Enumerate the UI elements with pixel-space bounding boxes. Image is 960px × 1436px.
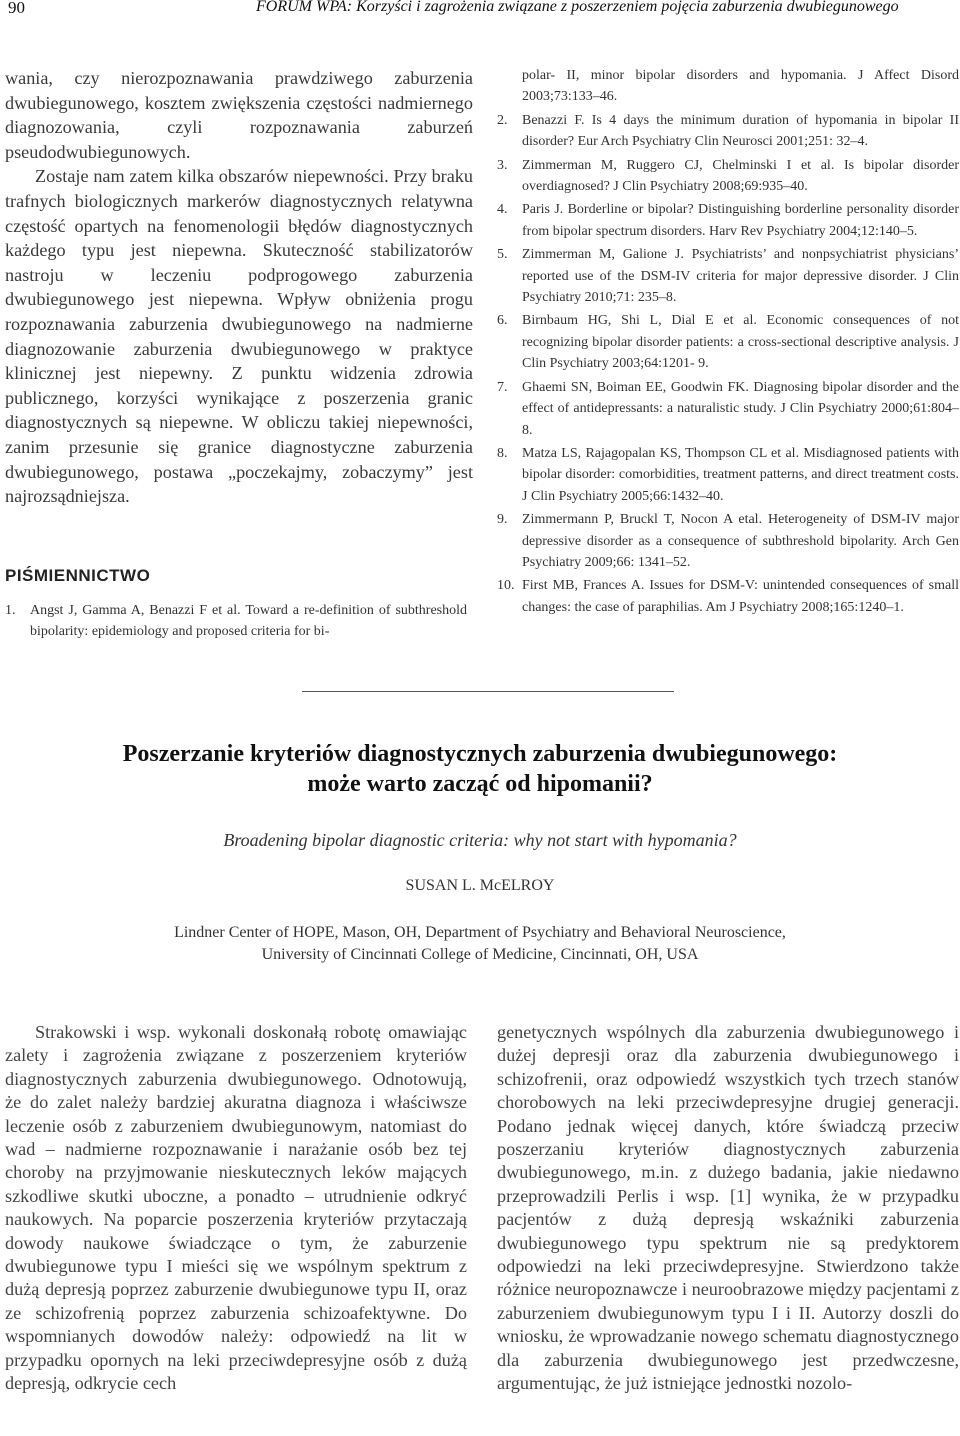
reference-text: Matza LS, Rajagopalan KS, Thompson CL et al. Misdiagnosed patients with bipolar disorder: comorbidities, treatment patterns, and direct treatment costs. J Clin Psychiatry 2005;66:1432–40. [522,445,959,504]
page-number: 90 [8,0,25,17]
reference-item [497,443,959,507]
reference-item [497,199,959,242]
affiliation-line: University of Cincinnati College of Medicine, Cincinnati, OH, USA [261,946,699,963]
reference-number: 1. [5,603,16,618]
author-affiliation [20,922,940,966]
article-subtitle: Broadening bipolar diagnostic criteria: why not start with hypomania? [223,830,737,850]
reference-text: Zimmerman M, Galione J. Psychiatrists’ and nonpsychiatrist physicians’ reported use of the DSM-IV criteria for major depressive disorder. J Clin Psychiatry 2010;71: 235–8. [522,247,959,306]
reference-number: 5. [497,247,508,263]
commentary-left-column [5,66,473,509]
article-title-line: Poszerzanie kryteriów diagnostycznych zaburzenia dwubiegunowego: [122,741,838,767]
article-body-paragraph: Strakowski i wsp. wykonali doskonałą robotę omawiając zalety i zagrożenia związane z poszerzeniem kryteriów diagnostycznych zaburzenia dwubiegunowego. Odnotowują, że do zalet należy bardziej akuratna diagnoza i właściwsze leczenie osób z zaburzeniem dwubiegunowym, natomiast do wad – nadmierne rozpoznawanie i narażanie osób bez tej choroby na przyjmowanie nieskutecznych leków mających szkodliwe skutki uboczne, a ponadto – utrudnienie odkryć naukowych. Na poparcie poszerzenia kryteriów przytaczają dowody naukowe świadczące o tym, że zaburzenie dwubiegunowe typu I mieści się we wspólnym spektrum z dużą depresją poprzez zaburzenie dwubiegunowe typu II, oraz ze schizofrenią poprzez zaburzenia schizoafektywne. Do wspomnianych dowodów należy: odpowiedź na lit w przypadku opornych na leki przeciwdepresyjne osób z dużą depresją, odkrycie cech [5,1022,467,1394]
reference-text: First MB, Frances A. Issues for DSM-V: unintended consequences of small changes: the case of paraphilias. Am J Psychiatry 2008;165:1240–1. [522,578,959,615]
reference-text: polar- II, minor bipolar disorders and hypomania. J Affect Disord 2003;73:133–46. [522,68,959,105]
running-header: FORUM WPA: Korzyści i zagrożenia związane z poszerzeniem pojęcia zaburzenia dwubiegunowego [256,0,899,15]
reference-item [497,575,959,618]
article-body-right-column [497,1021,959,1396]
reference-number: 3. [497,157,508,173]
reference-text: Birnbaum HG, Shi L, Dial E et al. Economic consequences of not recognizing bipolar disorder patients: a cross-sectional descriptive analysis. J Clin Psychiatry 2003;64:1201- 9. [522,313,959,372]
reference-number: 7. [497,379,508,395]
reference-number: 2. [497,112,508,128]
reference-item [497,244,959,308]
commentary-paragraph: wania, czy nierozpoznawania prawdziwego zaburzenia dwubiegunowego, kosztem zwiększenia częstości nadmiernego diagnozowania, czyli rozpoznawania zaburzeń pseudodwubiegunowych. [5,68,473,162]
reference-item-continued [497,65,959,108]
section-divider [302,691,674,692]
reference-text: Benazzi F. Is 4 days the minimum duration of hypomania in bipolar II disorder? Eur Arch Psychiatry Clin Neurosci 2001;251: 32–4. [522,112,959,150]
article-title-line: może warto zacząć od hipomanii? [307,771,653,797]
reference-list-right [497,65,959,620]
reference-number: 4. [497,202,508,218]
references-heading: PIŚMIENNICTWO [5,566,151,585]
reference-item [497,377,959,441]
article-body-paragraph: genetycznych wspólnych dla zaburzenia dwubiegunowego i dużej depresji oraz dla zaburzenia dwubiegunowego i schizofrenii, oraz odpowiedź wszystkich tych trzech stanów chorobowych na leki przeciwdepresyjne drugiej generacji. Podano jednak więcej danych, które świadczą przeciw poszerzaniu kryteriów diagnostycznych zaburzenia dwubiegunowego, m.in. z dużego badania, jakie niedawno przeprowadzili Perlis i wsp. [1] wynika, że w przypadku pacjentów z dużą depresją wskaźniki zaburzenia dwubiegunowego typu spektrum nie są predyktorem odpowiedzi na leki przeciwdepresyjne. Stwierdzono także różnice neuropoznawcze i neuroobrazowe między pacjentami z zaburzeniem dwubiegunowym typu I i II. Autorzy doszli do wniosku, że wprowadzanie nowego schematu diagnostycznego dla zaburzenia dwubiegunowego jest przedwczesne, argumentując, że już istniejące jednostki nozolo- [497,1022,959,1394]
reference-number: 9. [497,512,508,528]
article-body-left-column [5,1021,467,1396]
commentary-paragraph: Zostaje nam zatem kilka obszarów niepewności. Przy braku trafnych biologicznych markerów diagnostycznych relatywna częstość opartych na fenomenologii błędów diagnostycznych każdego typu jest niepewna. Skuteczność stabilizatorów nastroju w leczeniu podprogowego zaburzenia dwubiegunowego jest niepewna. Wpływ obniżenia progu rozpoznawania zaburzenia dwubiegunowego na nadmierne diagnozowanie zaburzenia dwubiegunowego w praktyce klinicznej jest niepewny. Z punktu widzenia zdrowia publicznego, korzyści wynikające z poszerzenia granic diagnostycznych są niepewne. W obliczu takiej niepewności, zanim przesunie się granice diagnostyczne zaburzenia dwubiegunowego, postawa „poczekajmy, zobaczymy” jest najrozsądniejsza. [5,166,473,507]
affiliation-line: Lindner Center of HOPE, Mason, OH, Department of Psychiatry and Behavioral Neuroscience, [174,924,786,941]
reference-item [497,310,959,374]
reference-number: 10. [497,578,515,594]
reference-item [5,600,467,643]
reference-item [497,155,959,198]
reference-text: Paris J. Borderline or bipolar? Distinguishing borderline personality disorder from bipolar spectrum disorders. Harv Rev Psychiatry 2004;12:140–5. [522,202,959,239]
reference-number: 8. [497,445,508,461]
reference-item [497,509,959,573]
reference-text: Angst J, Gamma A, Benazzi F et al. Toward a re-definition of subthreshold bipolarity: epidemiology and proposed criteria for bi- [30,603,467,640]
reference-number: 6. [497,313,508,329]
reference-item [497,110,959,153]
reference-text: Ghaemi SN, Boiman EE, Goodwin FK. Diagnosing bipolar disorder and the effect of antidepressants: a naturalistic study. J Clin Psychiatry 2000;61:804–8. [522,379,959,438]
reference-list-left [5,600,467,645]
article-author: SUSAN L. McELROY [405,877,555,894]
reference-text: Zimmermann P, Bruckl T, Nocon A etal. Heterogeneity of DSM-IV major depressive disorder as a consequence of subthreshold bipolarity. Arch Gen Psychiatry 2009;66: 1341–52. [522,512,959,570]
article-title [20,739,940,799]
reference-text: Zimmerman M, Ruggero CJ, Chelminski I et al. Is bipolar disorder overdiagnosed? J Clin Psychiatry 2008;69:935–40. [522,157,959,195]
